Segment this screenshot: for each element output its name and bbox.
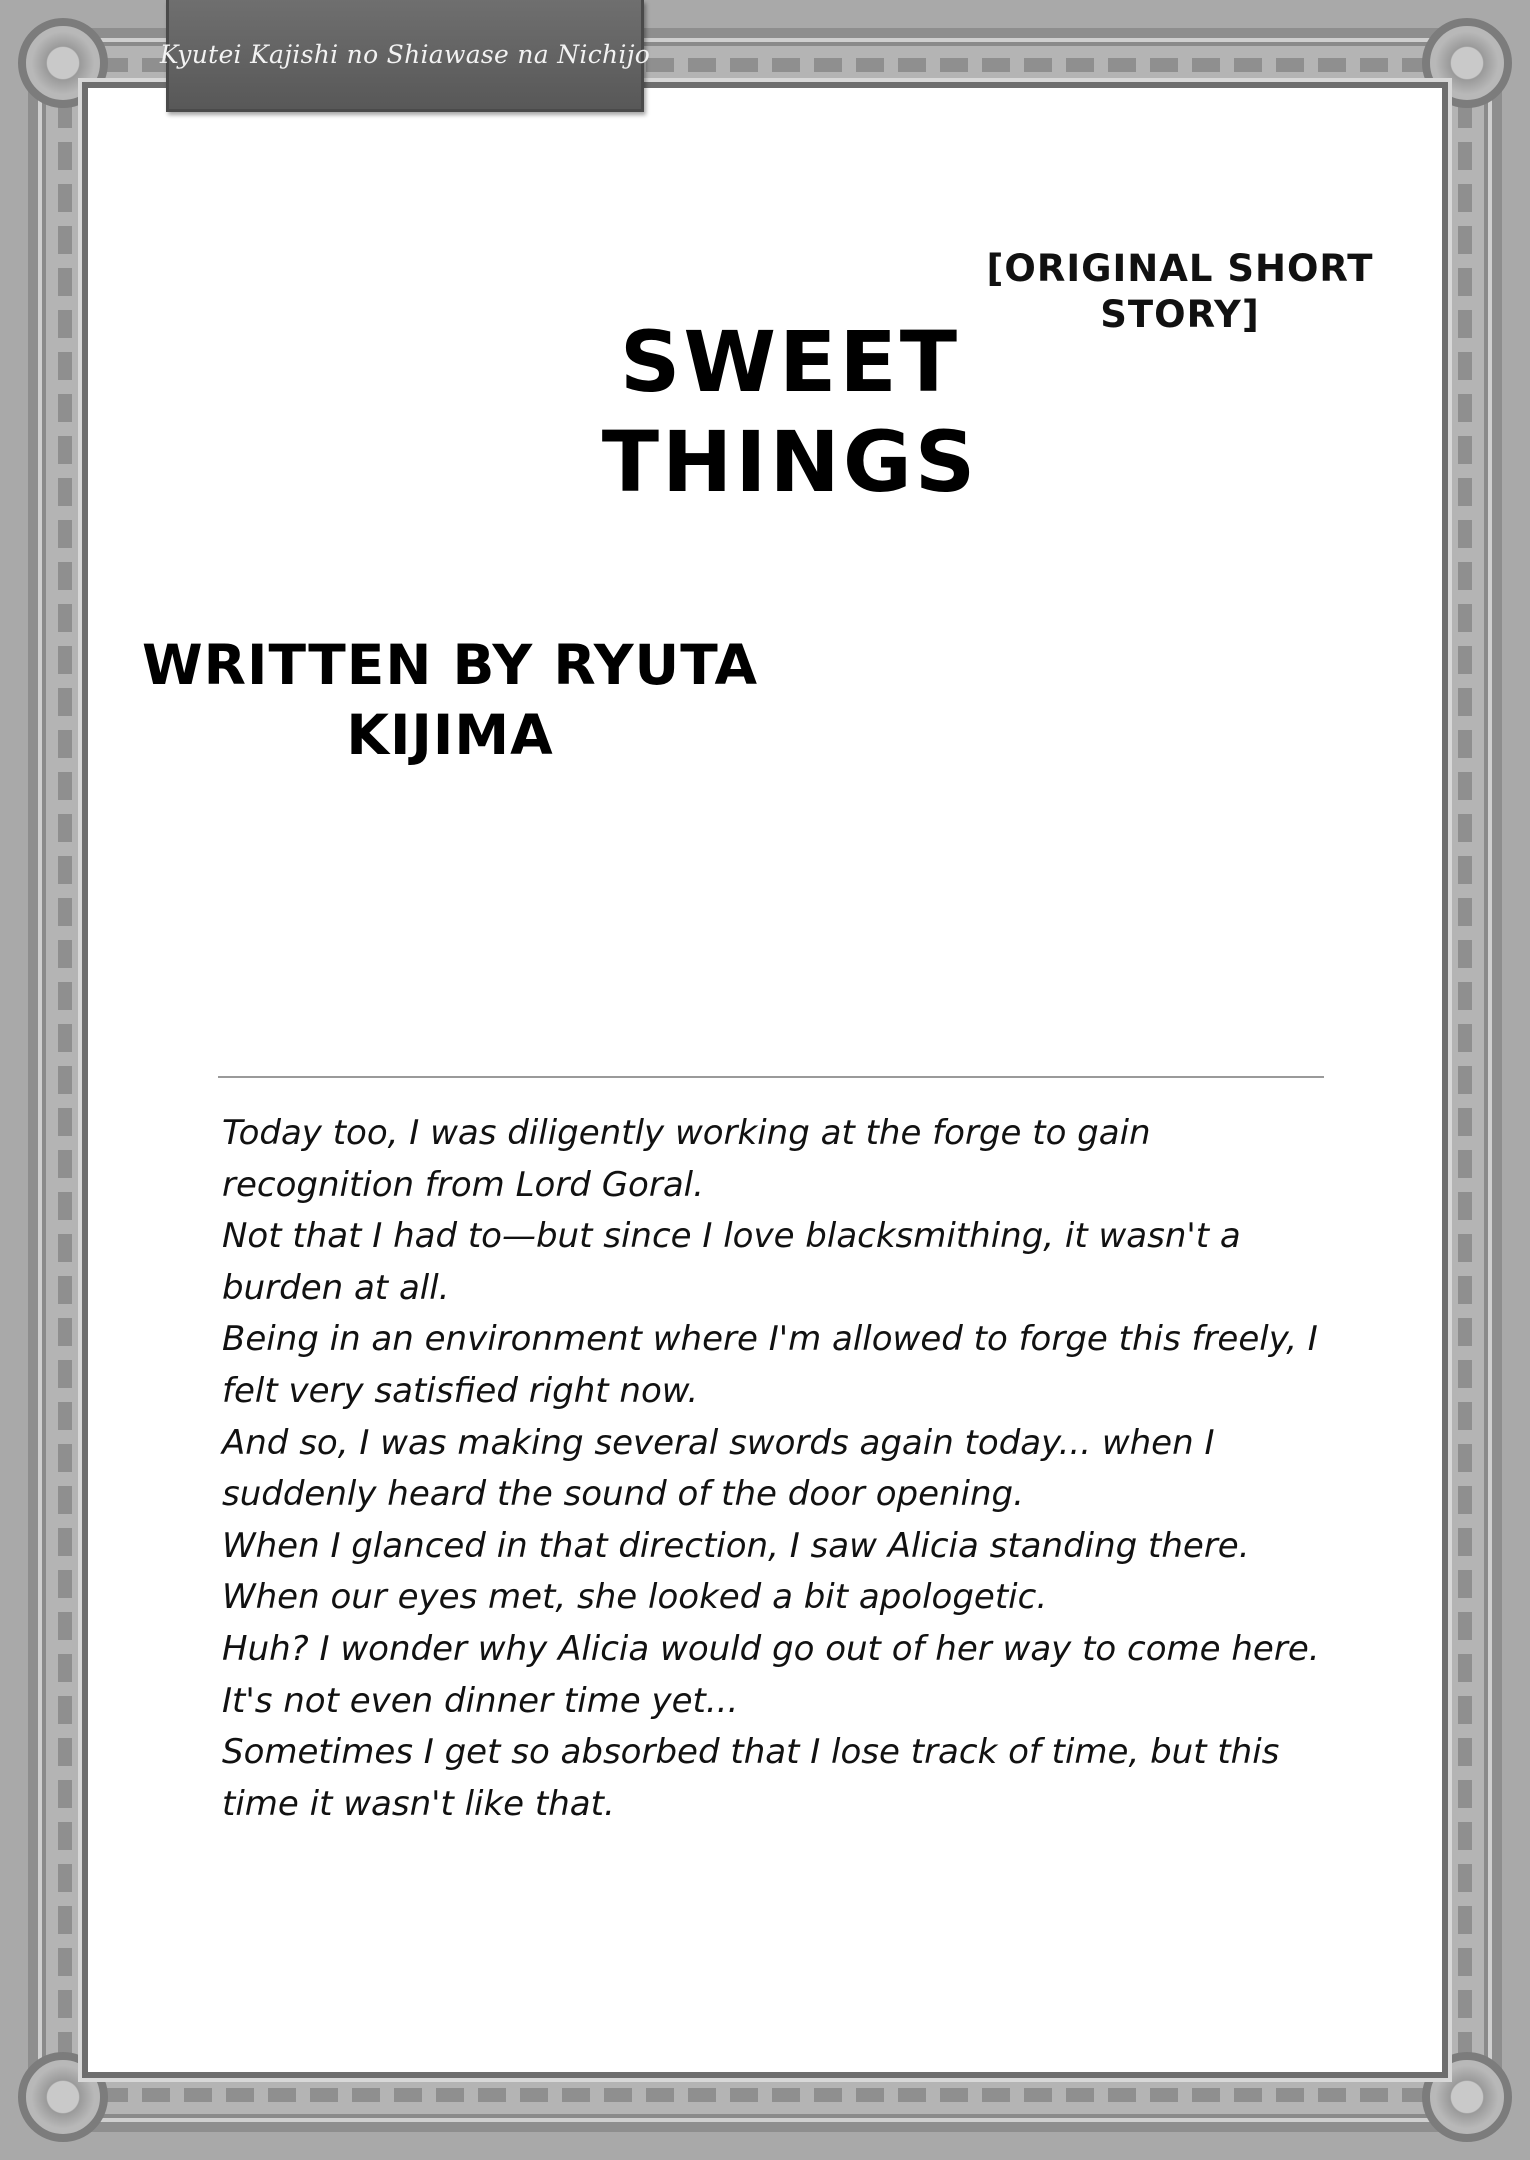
paragraph: It's not even dinner time yet... xyxy=(222,1680,739,1721)
paragraph: Not that I had to—but since I love blacksmithing, it wasn't a burden at all. xyxy=(222,1216,1241,1308)
series-title-tab xyxy=(159,0,651,112)
story-label: [ORIGINAL SHORT STORY] xyxy=(986,247,1374,336)
author-credit: WRITTEN BY RYUTA KIJIMA xyxy=(141,633,759,767)
series-title: Kyutei Kajishi no Shiawase na Nichijo xyxy=(159,40,651,69)
paragraph: When our eyes met, she looked a bit apologetic. xyxy=(222,1577,1048,1618)
story-body xyxy=(222,1108,1342,1830)
paragraph: Being in an environment where I'm allowed to forge this freely, I felt very satisfied right now. xyxy=(222,1319,1318,1411)
story-title: SWEET THINGS xyxy=(601,313,979,511)
paragraph: Today too, I was diligently working at the forge to gain recognition from Lord Goral. xyxy=(222,1113,1151,1205)
paragraph: Sometimes I get so absorbed that I lose track of time, but this time it wasn't like that. xyxy=(222,1732,1280,1824)
paragraph: And so, I was making several swords again today... when I suddenly heard the sound of the door opening. xyxy=(222,1422,1215,1515)
section-divider xyxy=(218,1076,1324,1078)
paragraph: Huh? I wonder why Alicia would go out of her way to come here. xyxy=(222,1628,1320,1669)
paragraph: When I glanced in that direction, I saw Alicia standing there. xyxy=(222,1525,1250,1566)
